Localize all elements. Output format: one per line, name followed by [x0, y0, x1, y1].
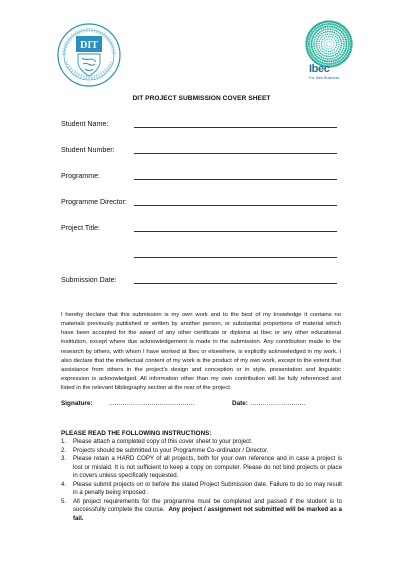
- instructions-heading: PLEASE READ THE FOLLOWING INSTRUCTIONS:: [61, 430, 212, 437]
- instruction-text: Please retain a HARD COPY of all projects, both for your own reference and in case a project is lost or mislaid. It is not sufficient to keep a copy on computer. Please do not bind projects or place in covers unless specifically requested.: [73, 455, 342, 480]
- student-number-label: Student Number:: [61, 146, 115, 154]
- instruction-item: [61, 481, 342, 498]
- instruction-number: 1.: [61, 438, 67, 445]
- instructions-list: [61, 438, 342, 523]
- instruction-text: Please submit projects on or before the stated Project Submission date. Failure to do so may result in a penalty being imposed .: [73, 480, 342, 497]
- instruction-number: 5.: [61, 497, 67, 505]
- submission-date-line[interactable]: [134, 283, 337, 284]
- date-field[interactable]: ………………………: [250, 400, 306, 407]
- instruction-text: [73, 498, 342, 524]
- student-name-line[interactable]: [134, 127, 337, 128]
- ibec-logo-word: Ibec: [309, 63, 330, 75]
- dit-logo-text: DIT: [80, 40, 98, 51]
- instruction-number: 4.: [61, 480, 67, 488]
- instruction-number: 3.: [61, 455, 67, 463]
- student-number-line[interactable]: [134, 153, 337, 154]
- project-title-line-1[interactable]: [134, 231, 337, 232]
- instruction-number: 2.: [61, 446, 67, 454]
- programme-line[interactable]: [134, 179, 337, 180]
- instruction-item: [61, 498, 342, 524]
- student-name-label: Student Name:: [61, 120, 109, 128]
- date-label: Date:: [232, 400, 248, 407]
- ibec-logo: [305, 20, 353, 68]
- project-title-label: Project Title:: [61, 224, 101, 232]
- dit-logo: [56, 22, 122, 88]
- signature-label: Signature:: [61, 400, 93, 407]
- page-title: DIT PROJECT SUBMISSION COVER SHEET: [132, 95, 271, 102]
- programme-label: Programme:: [61, 172, 101, 180]
- programme-director-line[interactable]: [134, 205, 337, 206]
- submission-date-label: Submission Date:: [61, 276, 117, 284]
- ibec-logo-tagline: For Irish Business: [309, 76, 340, 80]
- instruction-text-bold: Any project / assignment not submitted will be marked as a fail.: [73, 506, 342, 522]
- declaration-text: I hereby declare that this submission is my own work and to the best of my knowledge it contains no materials previously published or written by another person, or substantial proportions of material which have been accepted for the award of any other certificate or diploma at Ibec or any other educational institution, except where due acknowledgement is made in the submission. Any contribution made to the research by others, with whom I have worked at Ibec or elsewhere, is explicitly acknowledged in my work. I also declare that the intellectual content of my work is the product of my own work, except to the extent that assistance from others in the project's design and conception or in style, presentation and linguistic expression is acknowledged. All information other than my own contribution will be fully referenced and listed in the relevant bibliography section at the rear of the project.: [61, 312, 341, 392]
- instruction-item: [61, 438, 342, 447]
- signature-field[interactable]: ……………………………………: [108, 400, 195, 407]
- instruction-text: Please attach a completed copy of this cover sheet to your project.: [73, 438, 253, 445]
- instruction-text: Projects should be submitted to your Programme Co-ordinator / Director.: [73, 446, 269, 454]
- instruction-item: [61, 455, 342, 481]
- project-title-line-2[interactable]: [134, 257, 337, 258]
- instruction-item: [61, 447, 342, 456]
- instruction-text-plain: All project requirements for the programme must be completed and passed if the student is to successfully complete the course.: [73, 497, 342, 514]
- programme-director-label: Programme Director:: [61, 198, 127, 206]
